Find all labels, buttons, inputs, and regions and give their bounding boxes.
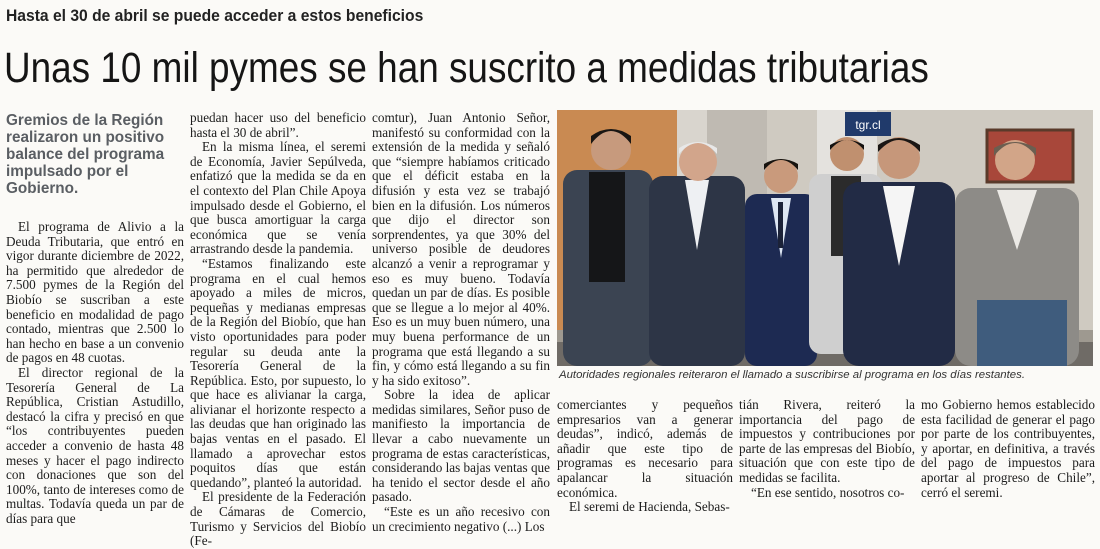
paragraph: El programa de Alivio a la Deuda Tributaria, que entró en vigor durante diciembre de 2022, ha permitido que alrededor de 7.500 pymes de la Región del Biobío se suscriban a este beneficio en modalidad de pago contado, mientras que 2.500 lo han hecho en base a un convenio de pagos en 48 cuotas. xyxy=(6,219,184,366)
paragraph: “Este es un año recesivo con un crecimiento negativo (...) Los xyxy=(372,504,550,534)
article-headline: Unas 10 mil pymes se han suscrito a medidas tributarias xyxy=(4,44,929,92)
paragraph: “Estamos finalizando este programa en el cual hemos apoyado a miles de micros, pequeñas y medianas empresas de la Región del Biobío, que han visto oportunidades para poder regular su deuda ante la Tesorería General de la República. Esto, por supuesto, lo que hace es alivianar la carga, alivianar el horizonte respecto a las deudas que han originado las bajas ventas en el pasado. El llamado a aprovechar estos poquitos días que están quedando”, planteó la autoridad. xyxy=(190,255,366,490)
article-deck: Gremios de la Región realizaron un positivo balance del programa impulsado por el Gobierno. xyxy=(6,112,165,197)
text-column-3 xyxy=(372,111,550,534)
text-column-5 xyxy=(739,398,915,500)
article-kicker: Hasta el 30 de abril se puede acceder a estos beneficios xyxy=(6,6,424,25)
paragraph: mo Gobierno hemos establecido esta facilidad de generar el pago por parte de los contribuyentes, y aportar, en definitiva, a través del pago de impuestos para aportar al progreso de Chile”, cerró el seremi. xyxy=(921,397,1095,500)
text-column-4 xyxy=(557,398,733,515)
text-column-1 xyxy=(6,220,184,526)
text-column-2 xyxy=(190,111,366,549)
photo-caption: Autoridades regionales reiteraron el llamado a suscribirse al programa en los días restantes. xyxy=(559,369,1025,381)
paragraph: El presidente de la Federación de Cámaras de Comercio, Turismo y Servicios del Biobío (Fe- xyxy=(190,489,366,549)
paragraph: puedan hacer uso del beneficio hasta el 30 de abril”. xyxy=(190,110,366,140)
article-photo xyxy=(557,110,1093,366)
group-photo-illustration xyxy=(557,110,1093,366)
paragraph: En la misma línea, el seremi de Economía, Javier Sepúlveda, enfatizó que la medida se da en el contexto del Plan Chile Apoya impulsado desde el Gobierno, el que busca amortiguar la carga económica que se venía arrastrando desde la pandemia. xyxy=(190,139,366,257)
paragraph: tián Rivera, reiteró la importancia del pago de impuestos y contribuciones por parte de las empresas del Biobío, situación que con este tipo de medidas se facilita. xyxy=(739,397,915,485)
paragraph: El seremi de Hacienda, Sebas- xyxy=(569,499,730,515)
tgr-sign: tgr.cl xyxy=(855,118,881,132)
paragraph: “En ese sentido, nosotros co- xyxy=(751,484,905,500)
text-column-6 xyxy=(921,398,1095,500)
paragraph: El director regional de la Tesorería General de La República, Cristian Astudillo, destacó la cifra y precisó en que “los contribuyentes pueden acceder a convenio de hasta 48 meses y hacer el pago indirecto con donaciones que son del 100%, tanto de intereses como de multas. Todavía queda un par de días para que xyxy=(6,364,184,526)
paragraph: comerciantes y pequeños empresarios van a generar deudas”, indicó, además de añadir que este tipo de programas es necesario para apalancar la situación económica. xyxy=(557,397,733,500)
paragraph: comtur), Juan Antonio Señor, manifestó su conformidad con la extensión de la medida y señaló que “siempre habíamos criticado que el déficit estaba en la difusión y esta vez se trabajó bien en la difusión. Los números que dijo el director son sorprendentes, ya que 30% del universo posible de deudores alcanzó a venir a reprogramar y eso es muy bueno. Todavía quedan un par de días. Es posible que se llegue a lo mejor al 40%. Eso es un muy buen número, una muy buena performance de un programa que está llegando a su fin, y cómo está llegando a su fin y ha sido exitoso”. xyxy=(372,110,550,388)
paragraph: Sobre la idea de aplicar medidas similares, Señor puso de manifiesto la importancia de llevar a cabo nuevamente un programa de estas características, considerando las bajas ventas que ha tenido el sector desde el año pasado. xyxy=(372,387,550,505)
